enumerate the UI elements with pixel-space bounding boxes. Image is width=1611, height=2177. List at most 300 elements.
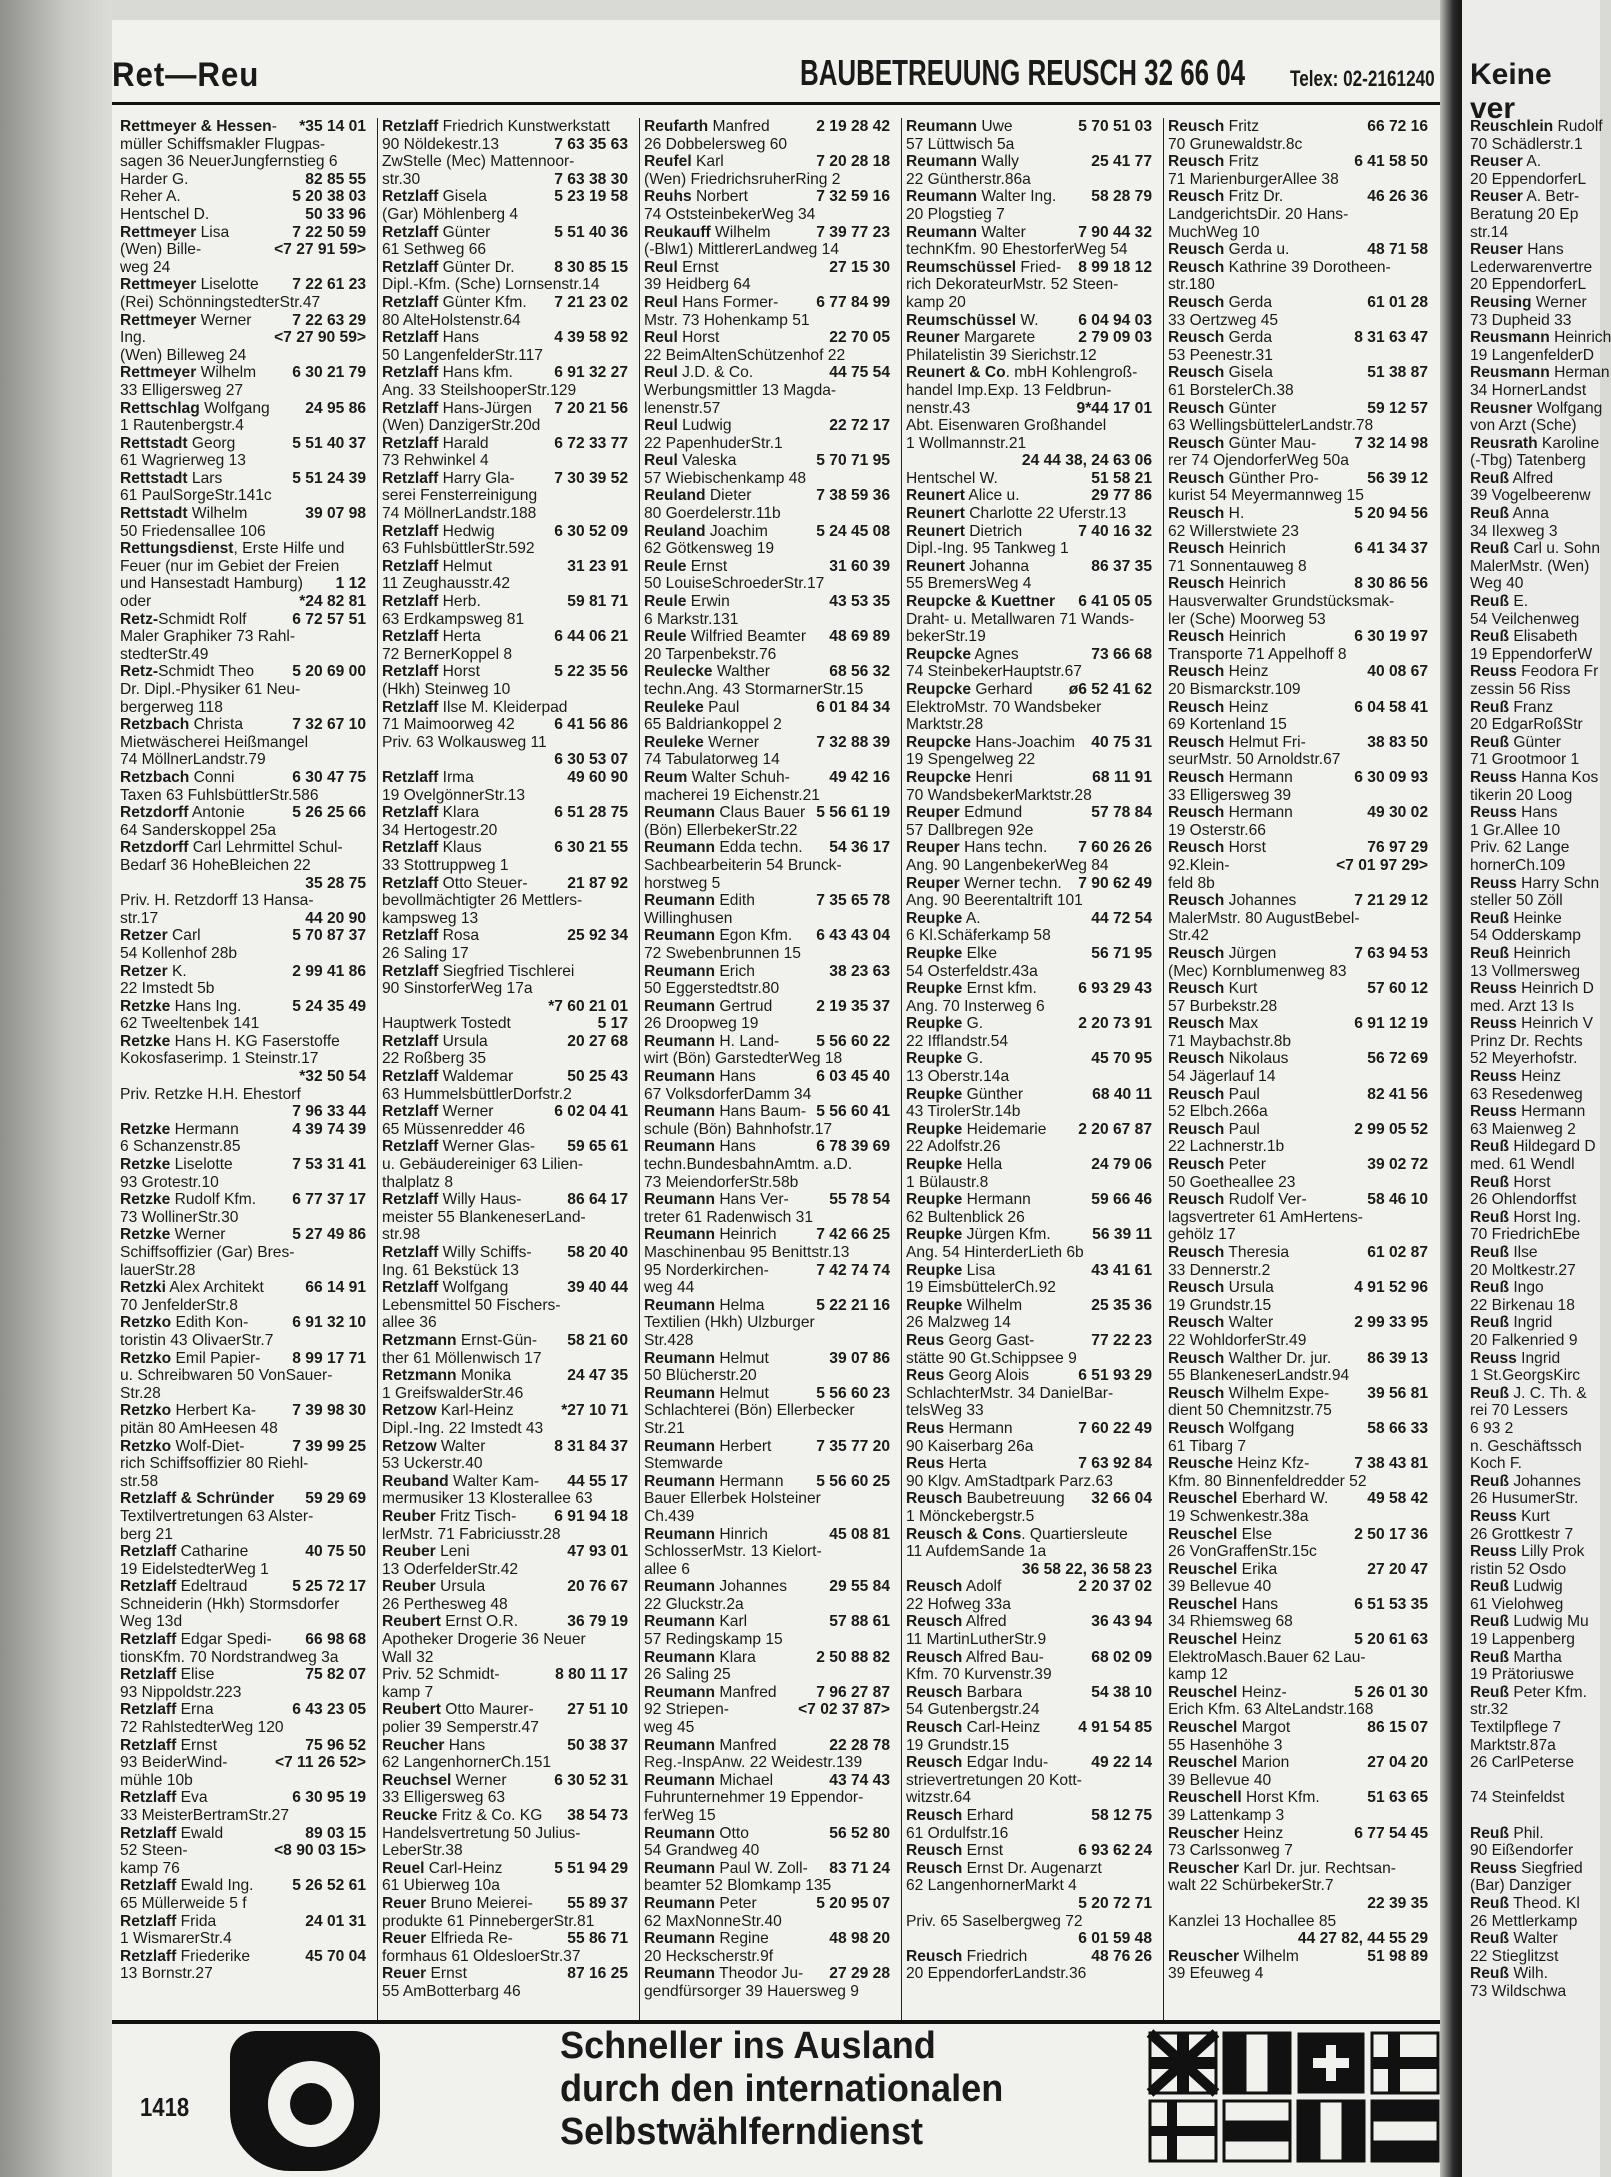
entry-text: Reuper Werner techn. [906, 874, 1062, 892]
entry-text: 93 BeiderWind- [120, 1754, 228, 1772]
entry-text: MalerMstr. 80 AugustBebel- [1168, 909, 1360, 927]
directory-entry [1168, 663, 1434, 681]
phone-number: 6 51 53 35 [1354, 1595, 1428, 1613]
next-page-line: Reuss Hanna Kos [1470, 768, 1599, 786]
phone-number: 55 86 71 [567, 1930, 628, 1948]
entry-text: Reusch Kurt [1168, 980, 1258, 998]
directory-entry [120, 171, 372, 189]
entry-text: stedterStr.49 [120, 645, 209, 663]
entry-text: Reumann Manfred [644, 1736, 777, 1754]
entry-text: Reusch Hermann [1168, 768, 1293, 786]
directory-entry [1168, 1244, 1434, 1262]
entry-text: 6 Markstr.131 [644, 610, 739, 628]
next-page-line: Reuss Heinrich V [1470, 1015, 1594, 1033]
phone-number: 44 55 17 [567, 1472, 628, 1490]
entry-text: polier 39 Semperstr.47 [382, 1719, 539, 1737]
directory-entry [644, 1138, 896, 1156]
phone-number: 48 71 58 [1367, 241, 1428, 259]
directory-entry [644, 963, 896, 981]
directory-entry [906, 1156, 1158, 1174]
directory-entry [382, 945, 634, 963]
entry-text: Priv. H. Retzdorff 13 Hansa- [120, 892, 314, 910]
phone-number: 54 36 17 [829, 839, 890, 857]
next-page-line: 1 St.GeorgsKirc [1470, 1367, 1581, 1385]
phone-number: 25 92 34 [567, 927, 628, 945]
next-page-line: Reuss Kurt [1470, 1507, 1550, 1525]
next-page-line: 20 Moltkestr.27 [1470, 1261, 1576, 1279]
directory-entry [120, 716, 372, 734]
column-rule [639, 118, 640, 2023]
entry-text: 73 WollinerStr.30 [120, 1208, 239, 1226]
phone-number: 5 24 35 49 [292, 997, 366, 1015]
directory-entry [120, 329, 372, 347]
directory-entry [120, 1930, 372, 1948]
entry-text: Reusch Heinrich [1168, 575, 1286, 593]
directory-entry [382, 505, 634, 523]
directory-entry [644, 1279, 896, 1297]
entry-text: rer 74 OjendorferWeg 50a [1168, 452, 1349, 470]
directory-entry [644, 1103, 896, 1121]
directory-entry [906, 312, 1158, 330]
directory-entry [382, 1719, 634, 1737]
directory-entry [906, 1086, 1158, 1104]
entry-text: Reuer Bruno Meierei- [382, 1894, 533, 1912]
phone-number: 6 43 23 05 [292, 1701, 366, 1719]
directory-entry [1168, 1121, 1434, 1139]
entry-text: Reumann Michael [644, 1771, 774, 1789]
entry-text: 95 Norderkirchen- [644, 1261, 769, 1279]
directory-entry [120, 1842, 372, 1860]
entry-text: dient 50 Chemnitzstr.75 [1168, 1402, 1332, 1420]
directory-entry [382, 663, 634, 681]
directory-entry [1168, 1789, 1434, 1807]
phone-number: 7 90 44 32 [1078, 223, 1152, 241]
entry-text: 11 MartinLutherStr.9 [906, 1631, 1047, 1649]
directory-entry [906, 452, 1158, 470]
entry-text: Reusch Erhard [906, 1807, 1014, 1824]
directory-entry [382, 875, 634, 893]
directory-entry [906, 1015, 1158, 1033]
directory-entry [1168, 681, 1434, 699]
directory-entry [1168, 1754, 1434, 1772]
directory-entry [644, 1086, 896, 1104]
entry-text: Reusch Baubetreuung [906, 1490, 1065, 1508]
entry-text: 33 Oertzweg 45 [1168, 311, 1279, 329]
entry-text: 62 Willerstwiete 23 [1168, 522, 1299, 540]
directory-entry [644, 927, 896, 945]
directory-entry [906, 364, 1158, 382]
phone-number: 56 52 80 [829, 1824, 890, 1842]
directory-entry [1168, 206, 1434, 224]
phone-number: 66 98 68 [305, 1631, 366, 1649]
entry-text: 22 Imstedt 5b [120, 980, 215, 998]
next-page-line: Reuß Phil. [1470, 1824, 1544, 1842]
phone-number: 89 03 15 [305, 1824, 366, 1842]
phone-number: 6 03 45 40 [816, 1068, 890, 1086]
directory-entry [1168, 382, 1434, 400]
directory-entry [382, 1138, 634, 1156]
entry-text: 22 BeimAltenSchützenhof 22 [644, 346, 846, 364]
directory-entry [906, 1649, 1158, 1667]
entry-text: Reuschel Marion [1168, 1754, 1290, 1772]
directory-entry [906, 505, 1158, 523]
next-page-line: 74 Steinfeldst [1470, 1789, 1565, 1807]
phone-number: 7 39 99 25 [292, 1437, 366, 1455]
directory-entry [382, 1262, 634, 1280]
entry-text: Reumann Walter [906, 223, 1026, 241]
entry-text: LandgerichtsDir. 20 Hans- [1168, 205, 1349, 223]
directory-entry [382, 1086, 634, 1104]
directory-entry [1168, 523, 1434, 541]
next-page-line: n. Geschäftssch [1470, 1437, 1582, 1455]
entry-text: Reusch Rudolf Ver- [1168, 1191, 1307, 1209]
directory-entry [1168, 452, 1434, 470]
phone-number: 55 89 37 [567, 1894, 628, 1912]
entry-text: thalplatz 8 [382, 1173, 454, 1191]
entry-text: Retzlaff Ernst [120, 1736, 218, 1754]
entry-text: 54 Kollenhof 28b [120, 944, 238, 962]
entry-text: Reumann Edda techn. [644, 839, 803, 857]
phone-number: 2 79 09 03 [1078, 329, 1152, 347]
directory-entry [1168, 1596, 1434, 1614]
next-page-line: Reuß Franz [1470, 698, 1554, 716]
directory-entry [382, 1948, 634, 1966]
entry-text: Reusch Ursula [1168, 1279, 1274, 1297]
entry-text: Retzke Rudolf Kfm. [120, 1191, 257, 1209]
directory-entry [1168, 1103, 1434, 1121]
phone-number: 6 51 93 29 [1078, 1367, 1152, 1385]
directory-entry [644, 1244, 896, 1262]
directory-entry [644, 1543, 896, 1561]
directory-entry [1168, 1174, 1434, 1192]
entry-text: 61 Tibarg 7 [1168, 1437, 1247, 1455]
entry-text: Reupke G. [906, 1015, 984, 1033]
entry-text: Reusch Peter [1168, 1156, 1266, 1174]
directory-entry [120, 699, 372, 717]
directory-entry [120, 487, 372, 505]
phone-number: 2 99 05 52 [1354, 1120, 1428, 1138]
directory-entry [120, 663, 372, 681]
directory-entry [382, 751, 634, 769]
directory-entry [1168, 1015, 1434, 1033]
directory-entry [644, 1772, 896, 1790]
entry-text: Retzlaff Edgar Spedi- [120, 1631, 272, 1649]
phone-number: 5 22 21 16 [816, 1296, 890, 1314]
entry-text: Reusch Walter [1168, 1314, 1274, 1332]
directory-entry [644, 1314, 896, 1332]
directory-entry [906, 171, 1158, 189]
phone-number: 36 43 94 [1091, 1613, 1152, 1631]
entry-text: 33 Stottruppweg 1 [382, 856, 509, 874]
directory-entry [382, 1895, 634, 1913]
entry-text: Reusch Friedrich [906, 1947, 1028, 1965]
entry-text: Retzlaff Herta [382, 628, 481, 646]
next-page-line: Reuß Anna [1470, 505, 1549, 523]
phone-number: 20 27 68 [567, 1032, 628, 1050]
entry-text: 55 AmBotterbarg 46 [382, 1982, 521, 2000]
entry-text: 6 Schanzenstr.85 [120, 1138, 241, 1156]
next-page-line: Reuß Horst Ing. [1470, 1208, 1581, 1226]
directory-entry [1168, 751, 1434, 769]
entry-text: Maler Graphiker 73 Rahl- [120, 628, 296, 646]
directory-entry [644, 417, 896, 435]
directory-entry [382, 1385, 634, 1403]
directory-entry [644, 1350, 896, 1368]
directory-entry [906, 153, 1158, 171]
entry-text: 54 Grandweg 40 [644, 1842, 760, 1860]
entry-text: 26 Saling 25 [644, 1666, 731, 1684]
phone-number: 6 91 32 10 [292, 1314, 366, 1332]
next-page-line: 34 Ilexweg 3 [1470, 522, 1558, 540]
bottom-advertisement [230, 2025, 1440, 2175]
phone-number: 68 56 32 [829, 663, 890, 681]
directory-entry [906, 1965, 1158, 1983]
next-page-line [1462, 1772, 1611, 1790]
entry-text: Retzlaff Irma [382, 768, 474, 786]
next-page-line: 19 EppendorferW [1470, 645, 1593, 663]
entry-text: Wall 32 [382, 1648, 434, 1666]
directory-entry [644, 347, 896, 365]
phone-number: 24 01 31 [305, 1912, 366, 1930]
entry-text: Retzlaff Hedwig [382, 522, 495, 540]
directory-entry [906, 1754, 1158, 1772]
next-page-line: 22 Birkenau 18 [1470, 1296, 1575, 1314]
entry-text: 33 Elligersweg 27 [120, 381, 244, 399]
phone-number: 39 07 86 [829, 1349, 890, 1367]
directory-entry [644, 1561, 896, 1579]
phone-number: 6 72 57 51 [292, 610, 366, 628]
next-page-line: Reuß Martha [1470, 1648, 1562, 1666]
page-number: 1418 [140, 2092, 190, 2122]
directory-entry [906, 1631, 1158, 1649]
directory-entry [906, 1033, 1158, 1051]
directory-entry [120, 118, 372, 136]
entry-text: Reuschel Erika [1168, 1560, 1278, 1578]
entry-text: 1 GreifswalderStr.46 [382, 1384, 524, 1402]
entry-text: Reusch Max [1168, 1015, 1259, 1033]
phone-number: 66 72 16 [1367, 118, 1428, 135]
directory-entry [906, 1402, 1158, 1420]
next-page-line: 20 Falkenried 9 [1470, 1331, 1578, 1349]
entry-text: 61 Ubierweg 10a [382, 1877, 500, 1895]
entry-text: (Hkh) Steinweg 10 [382, 681, 511, 698]
directory-entry [120, 611, 372, 629]
phone-number: 8 30 85 15 [554, 258, 628, 276]
directory-entry [644, 523, 896, 541]
entry-text: 52 Elbch.266a [1168, 1103, 1268, 1121]
phone-number: 57 88 61 [829, 1613, 890, 1631]
entry-text: Reul Ernst [644, 258, 719, 276]
entry-text: 65 Müllerweide 5 f [120, 1894, 247, 1912]
directory-entry [382, 276, 634, 294]
directory-entry [120, 857, 372, 875]
entry-text: Reuber Leni [382, 1543, 470, 1561]
entry-text: Reusch Heinz [1168, 663, 1269, 681]
entry-text: Dipl.-Kfm. (Sche) Lornsenstr.14 [382, 276, 600, 294]
directory-entry [906, 1737, 1158, 1755]
directory-entry [906, 1068, 1158, 1086]
entry-text: Harder G. [120, 170, 189, 188]
directory-entry [1168, 1367, 1434, 1385]
entry-text: Reumann Egon Kfm. [644, 927, 793, 945]
entry-text: meister 55 BlankeneserLand- [382, 1208, 586, 1226]
next-page-line: Priv. 62 Lange [1470, 839, 1570, 857]
entry-text: 22 Adolfstr.26 [906, 1138, 1001, 1156]
entry-text: 39 Bellevue 40 [1168, 1771, 1272, 1789]
directory-entry [1168, 1877, 1434, 1895]
directory-entry [382, 628, 634, 646]
directory-entry [120, 540, 372, 558]
entry-text: 26 Dobbelersweg 60 [644, 135, 788, 153]
phone-number: *27 10 71 [561, 1402, 628, 1420]
phone-number: 55 78 54 [829, 1191, 890, 1209]
directory-entry [644, 1877, 896, 1895]
phone-number: 50 33 96 [305, 205, 366, 223]
next-page-line: Reuser Hans [1470, 241, 1564, 259]
directory-entry [1168, 646, 1434, 664]
phone-number: 57 78 84 [1091, 804, 1152, 822]
directory-entry [382, 1543, 634, 1561]
directory-entry [644, 241, 896, 259]
phone-number: 20 76 67 [567, 1578, 628, 1596]
phone-number: 6 41 05 05 [1078, 593, 1152, 611]
directory-entry [906, 1895, 1158, 1913]
entry-text: Retzlaff Elise [120, 1666, 215, 1684]
directory-entry [906, 1367, 1158, 1385]
directory-entry [120, 1719, 372, 1737]
next-page-line: 63 Resedenweg [1470, 1085, 1583, 1103]
entry-text: Rettungsdienst, Erste Hilfe und [120, 540, 345, 558]
directory-entry [382, 1438, 634, 1456]
phone-number: 4 91 52 96 [1354, 1279, 1428, 1297]
directory-entry [120, 1701, 372, 1719]
phone-number: 7 30 39 52 [554, 469, 628, 487]
phone-number: 40 08 67 [1367, 663, 1428, 681]
entry-text: weg 24 [120, 258, 171, 276]
entry-text: Reuper Hans techn. [906, 839, 1048, 857]
entry-text: Hausverwalter Grundstücksmak- [1168, 593, 1395, 611]
directory-entry [382, 839, 634, 857]
entry-text: wirt (Bön) GarstedterWeg 18 [644, 1050, 843, 1068]
entry-text: Reusch Wolfgang [1168, 1419, 1295, 1437]
entry-text: Retzlaff Friedrich Kunstwerkstatt [382, 118, 610, 135]
directory-entry [1168, 1526, 1434, 1544]
entry-text: Retzer K. [120, 962, 187, 980]
phone-number: 6 01 59 48 [1078, 1930, 1152, 1948]
directory-entry [906, 681, 1158, 699]
next-page-line: med. 61 Wendl [1470, 1156, 1575, 1174]
entry-text: 63 HummelsbüttlerDorfstr.2 [382, 1085, 572, 1103]
directory-entry [1168, 892, 1434, 910]
entry-text: Rettstadt Georg [120, 434, 236, 452]
directory-entry [1168, 294, 1434, 312]
phone-number: 7 21 29 12 [1354, 892, 1428, 910]
directory-entry [120, 1262, 372, 1280]
phone-number: 5 24 45 08 [816, 522, 890, 540]
entry-text: Reuschel Else [1168, 1525, 1273, 1543]
directory-entry [906, 1420, 1158, 1438]
directory-entry [906, 1860, 1158, 1878]
directory-entry [382, 417, 634, 435]
directory-entry [120, 1121, 372, 1139]
entry-text: nenstr.43 [906, 399, 971, 417]
directory-entry [120, 927, 372, 945]
directory-entry [906, 259, 1158, 277]
entry-text: str.17 [120, 909, 159, 927]
directory-entry [1168, 276, 1434, 294]
phone-number: 24 44 38, 24 63 06 [1021, 452, 1152, 470]
directory-entry [120, 452, 372, 470]
entry-text: Weg 13d [120, 1613, 183, 1631]
directory-entry [120, 1649, 372, 1667]
phone-number: 8 31 63 47 [1354, 329, 1428, 347]
entry-text: 39 Heidberg 64 [644, 276, 751, 294]
next-page-line: Reuß Walter [1470, 1930, 1558, 1948]
directory-entry [120, 839, 372, 857]
phone-number: 7 39 98 30 [292, 1402, 366, 1420]
phone-number: 2 50 88 82 [816, 1648, 890, 1666]
directory-entry [906, 910, 1158, 928]
next-page-line: 22 Stieglitzst [1470, 1947, 1559, 1965]
phone-number: 5 20 94 56 [1354, 505, 1428, 523]
phone-number: 7 22 63 29 [292, 311, 366, 329]
entry-text: rich DekorateurMstr. 52 Steen- [906, 276, 1119, 294]
entry-text: 50 Blücherstr.20 [644, 1367, 757, 1385]
phone-number: 8 99 17 71 [292, 1349, 366, 1367]
directory-entry [382, 1825, 634, 1843]
directory-entry [1168, 1631, 1434, 1649]
directory-entry [382, 1913, 634, 1931]
entry-text: 1 Wollmannstr.21 [906, 434, 1027, 452]
directory-entry [1168, 188, 1434, 206]
phone-number: 27 51 10 [567, 1701, 628, 1719]
next-page-line: Reuß Hildegard D [1470, 1138, 1596, 1156]
directory-entry [120, 1965, 372, 1983]
entry-text: lagsvertreter 61 AmHertens- [1168, 1208, 1363, 1226]
directory-entry [906, 751, 1158, 769]
phone-number: 6 30 21 79 [292, 364, 366, 382]
entry-text: Lebensmittel 50 Fischers- [382, 1296, 561, 1314]
entry-text: 50 LangenfelderStr.117 [382, 346, 543, 364]
next-page-line: Reusmann Herman [1470, 364, 1610, 382]
phone-number: 6 91 94 18 [554, 1507, 628, 1525]
entry-text: LeberStr.38 [382, 1842, 463, 1860]
phone-number: 2 20 73 91 [1078, 1015, 1152, 1033]
phone-number: 87 16 25 [567, 1965, 628, 1983]
entry-text: Retzlaff & Schründer [120, 1490, 275, 1508]
directory-entry [1168, 435, 1434, 453]
directory-entry [1168, 1050, 1434, 1068]
directory-entry [906, 1789, 1158, 1807]
phone-number: <7 11 26 52> [274, 1754, 366, 1772]
entry-text: Retzlaff Waldemar [382, 1068, 514, 1086]
entry-text: mermusiker 13 Klosterallee 63 [382, 1490, 593, 1508]
entry-text: Ch.439 [644, 1507, 695, 1525]
entry-text: müller Schiffsmakler Flugpas- [120, 135, 326, 153]
directory-entry [382, 892, 634, 910]
entry-text: 50 LouiseSchroederStr.17 [644, 575, 825, 593]
entry-text: Retzlaff Edeltraud [120, 1578, 248, 1596]
entry-text: (Wen) Billeweg 24 [120, 346, 247, 364]
directory-entry [382, 734, 634, 752]
entry-text: Dr. Dipl.-Physiker 61 Neu- [120, 681, 301, 698]
phone-number: 57 60 12 [1367, 980, 1428, 998]
entry-text: Reumann Helmut [644, 1384, 769, 1402]
phone-number: 8 99 18 12 [1078, 258, 1152, 276]
phone-number: 43 74 43 [829, 1771, 890, 1789]
directory-entry [644, 751, 896, 769]
entry-text: Retzlaff Harald [382, 434, 489, 452]
